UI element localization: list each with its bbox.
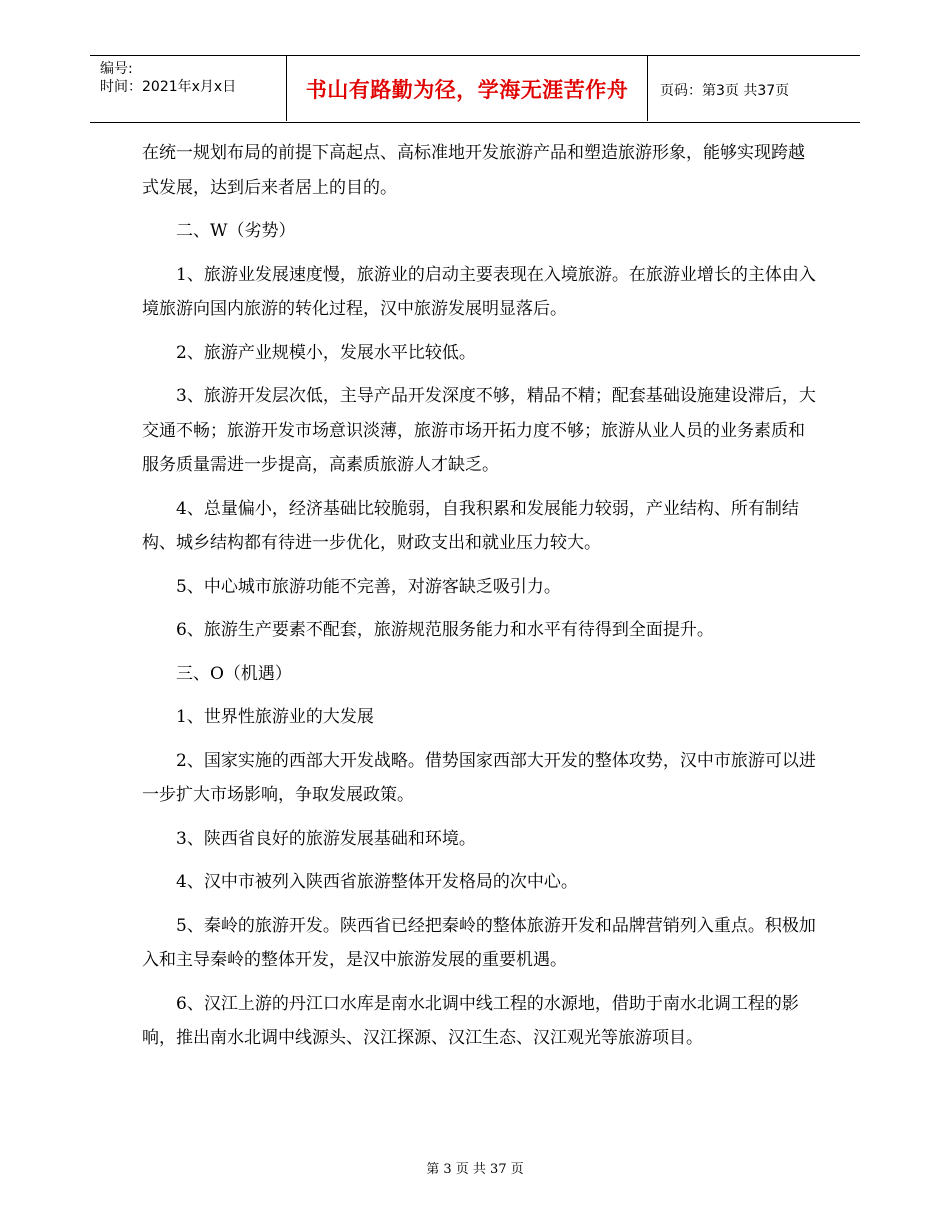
section-heading-opportunity: 三、O（机遇） <box>176 663 292 684</box>
header-motto: 书山有路勤为径，学海无涯苦作舟 <box>286 56 648 121</box>
header-meta <box>100 60 285 96</box>
header-page-info: 页码：第3页 共37页 <box>660 83 790 99</box>
paragraph: 3、陕西省良好的旅游发展基础和环境。 <box>176 828 476 849</box>
paragraph: 4、总量偏小，经济基础比较脆弱，自我积累和发展能力较弱，产业结构、所有制结构、城乡结构都有待进一步优化，财政支出和就业压力较大。 <box>142 498 799 553</box>
paragraph: 5、秦岭的旅游开发。陕西省已经把秦岭的整体旅游开发和品牌营销列入重点。积极加入和主导秦岭的整体开发，是汉中旅游发展的重要机遇。 <box>142 915 816 970</box>
paragraph: 1、旅游业发展速度慢，旅游业的启动主要表现在入境旅游。在旅游业增长的主体由入境旅游向国内旅游的转化过程，汉中旅游发展明显落后。 <box>142 264 816 319</box>
page-footer: 第 3 页 共 37 页 <box>426 1162 524 1177</box>
paragraph: 3、旅游开发层次低，主导产品开发深度不够，精品不精；配套基础设施建设滞后，大交通不畅；旅游开发市场意识淡薄，旅游市场开拓力度不够；旅游从业人员的业务素质和服务质量需进一步提高，高素质旅游人才缺乏。 <box>142 386 816 475</box>
section-heading-weakness: 二、W（劣势） <box>176 221 296 241</box>
document-body <box>142 136 820 1065</box>
paragraph: 2、国家实施的西部大开发战略。借势国家西部大开发的整体攻势，汉中市旅游可以进一步扩大市场影响，争取发展政策。 <box>142 750 816 805</box>
paragraph: 4、汉中市被列入陕西省旅游整体开发格局的次中心。 <box>176 872 578 892</box>
paragraph: 5、中心城市旅游功能不完善，对游客缺乏吸引力。 <box>176 576 561 597</box>
document-time-label: 时间：2021年x月x日 <box>100 79 237 95</box>
page-header <box>90 55 860 123</box>
paragraph: 在统一规划布局的前提下高起点、高标准地开发旅游产品和塑造旅游形象，能够实现跨越式发展，达到后来者居上的目的。 <box>142 143 805 198</box>
document-number-label: 编号: <box>100 61 133 77</box>
paragraph: 1、世界性旅游业的大发展 <box>176 707 374 727</box>
paragraph: 6、旅游生产要素不配套，旅游规范服务能力和水平有待得到全面提升。 <box>176 620 714 640</box>
paragraph: 6、汉江上游的丹江口水库是南水北调中线工程的水源地，借助于南水北调工程的影响，推出南水北调中线源头、汉江探源、汉江生态、汉江观光等旅游项目。 <box>142 993 799 1048</box>
paragraph: 2、旅游产业规模小，发展水平比较低。 <box>176 342 476 363</box>
